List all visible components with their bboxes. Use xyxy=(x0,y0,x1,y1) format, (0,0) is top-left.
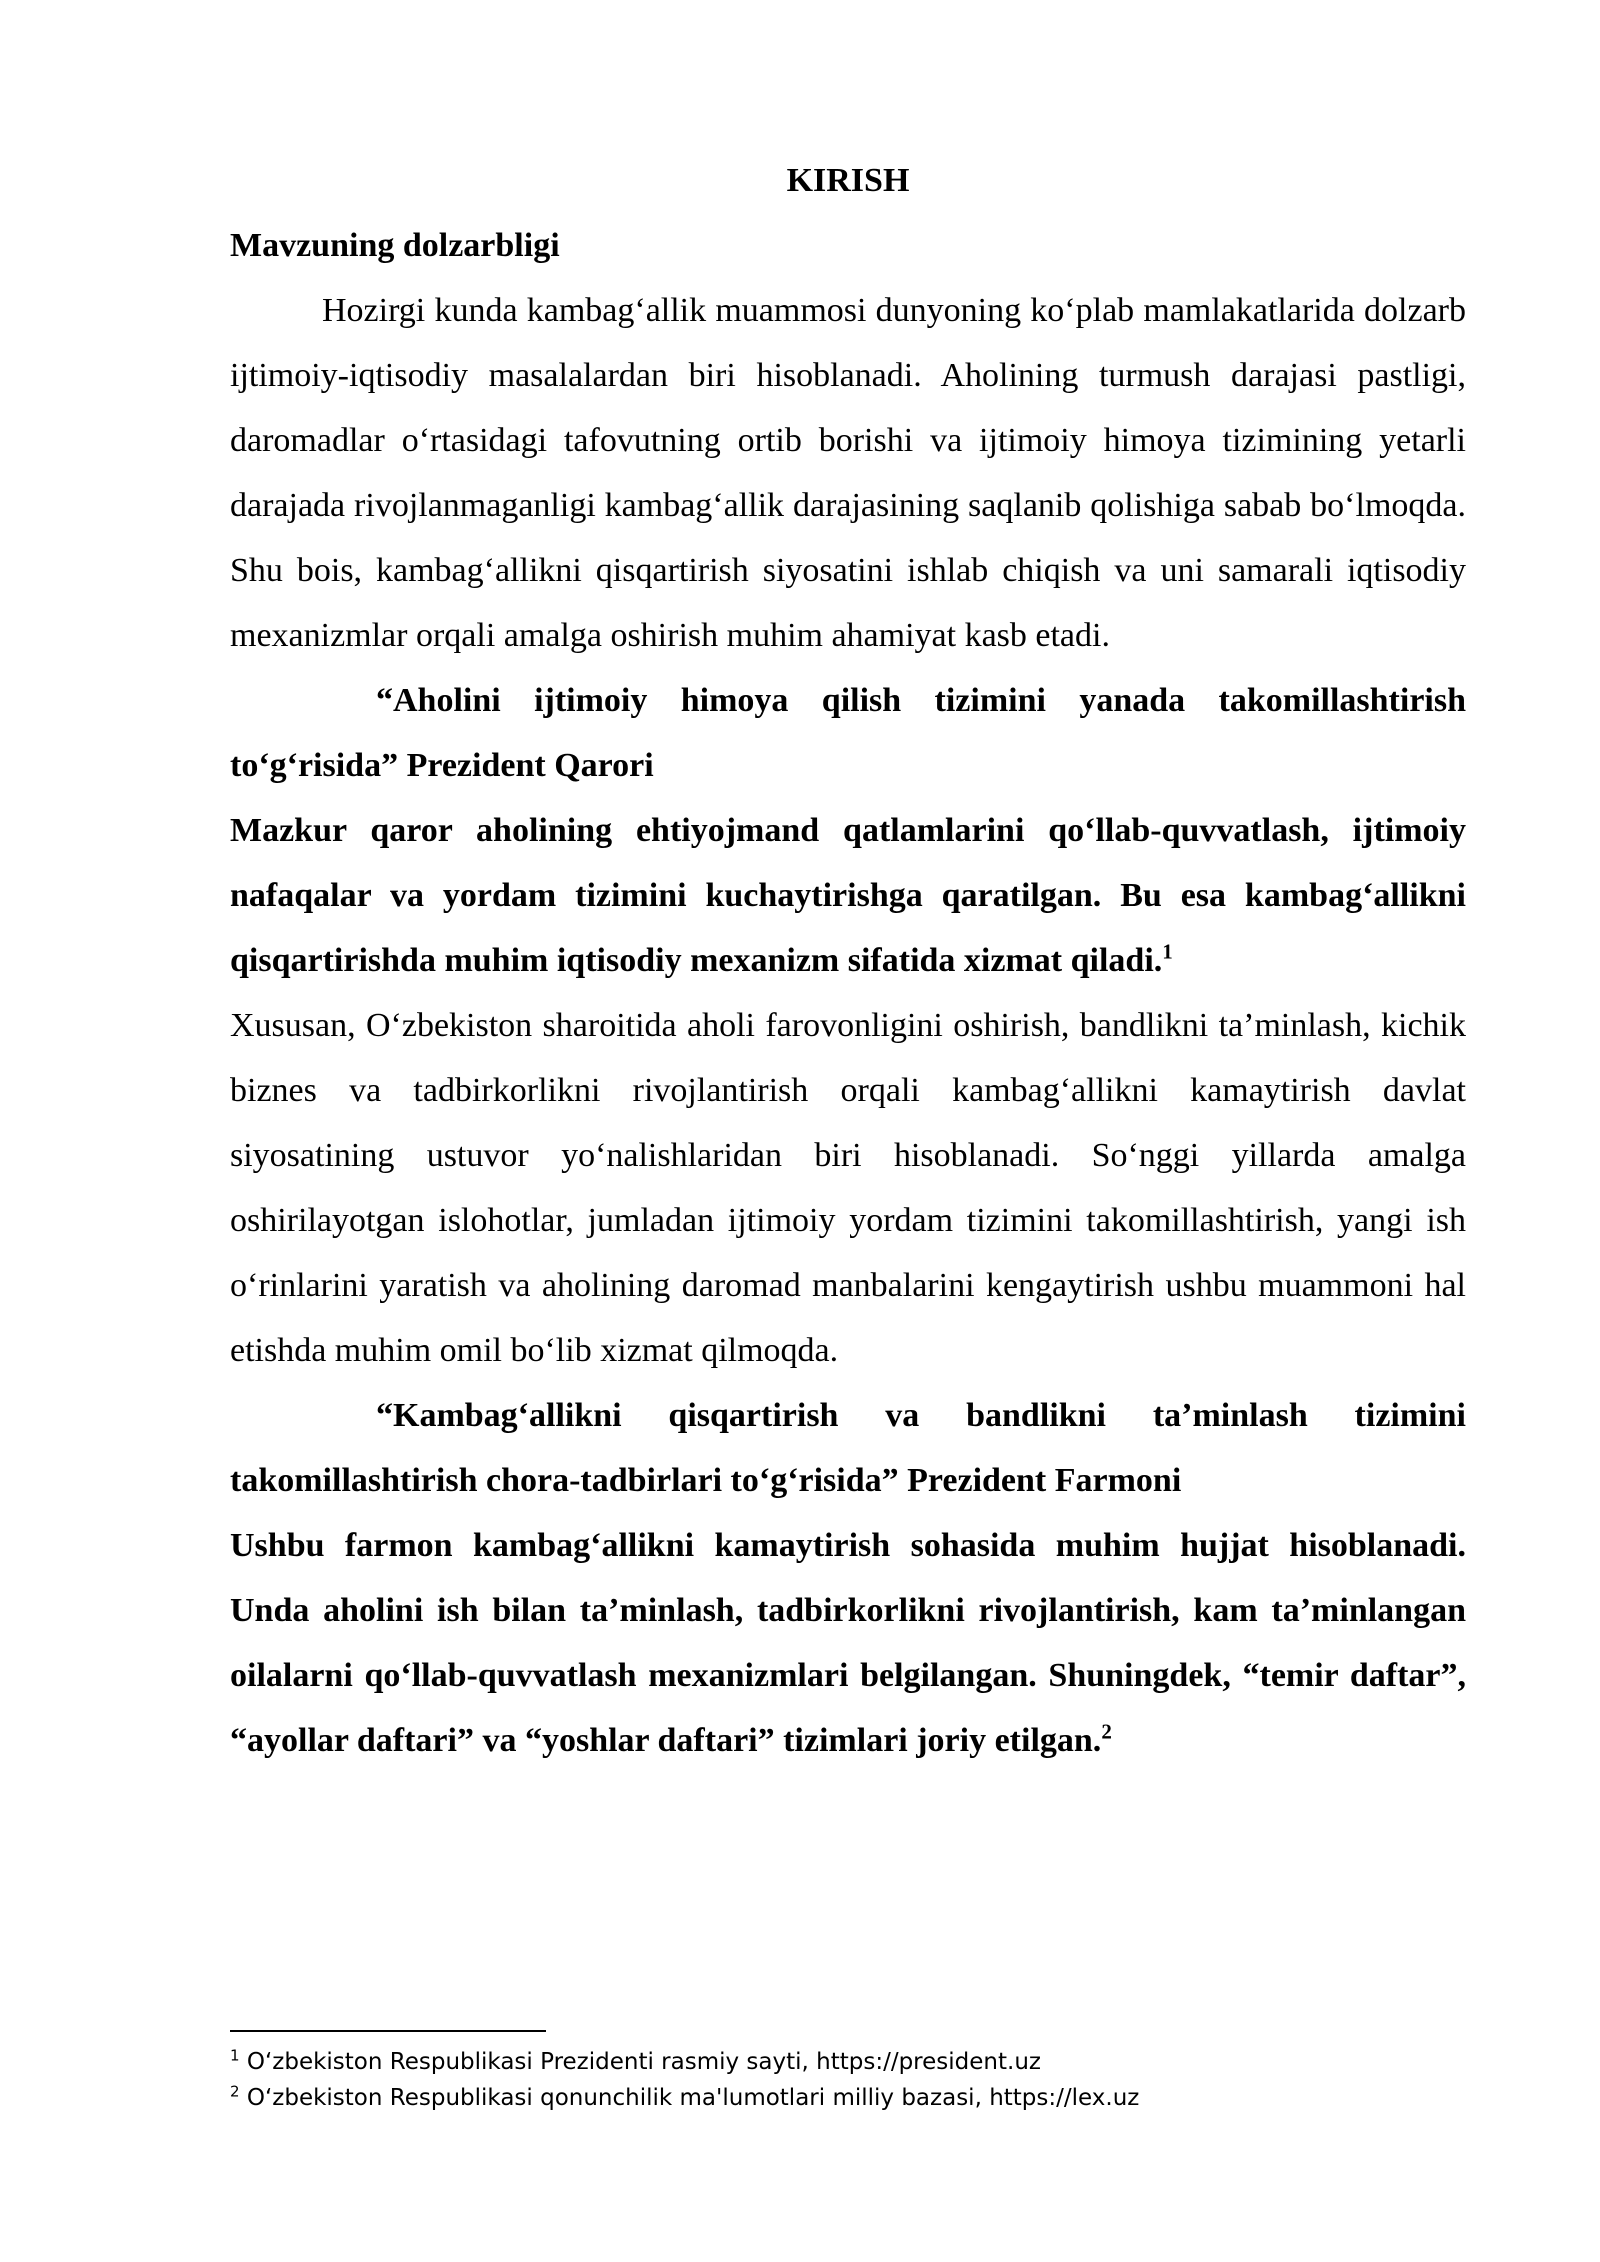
footnote-2-text: O‘zbekiston Respublikasi qonunchilik ma'lumotlari milliy bazasi, https://lex.uz xyxy=(246,2085,1140,2111)
footnote-separator xyxy=(230,2030,546,2032)
heading-edict: “Kambag‘allikni qisqartirish va bandlikni ta’minlash tizimini takomillashtirish chora-tadbirlari to‘g‘risida” Prezident Farmoni xyxy=(230,1397,1466,1499)
document-body xyxy=(230,148,1466,1773)
page-title: KIRISH xyxy=(786,162,910,199)
paragraph-edict xyxy=(230,1513,1466,1773)
heading-decree: “Aholini ijtimoiy himoya qilish tizimini yanada takomillashtirish to‘g‘risida” Prezident Qarori xyxy=(230,682,1466,784)
paragraph-edict-text: Ushbu farmon kambag‘allikni kamaytirish sohasida muhim hujjat hisoblanadi. Unda aholini ish bilan ta’minlash, tadbirkorlikni rivojlantirish, kam ta’minlangan oilalarni qo‘llab-quvvatlash mexanizmlari belgilangan. Shuningdek, “temir daftar”, “ayollar daftari” va “yoshlar daftari” tizimlari joriy etilgan. xyxy=(230,1527,1466,1759)
paragraph-decree xyxy=(230,798,1466,993)
footnote-ref-2: 2 xyxy=(1101,1719,1112,1744)
footnote-1-text: O‘zbekiston Respublikasi Prezidenti rasmiy sayti, https://president.uz xyxy=(246,2049,1041,2075)
footnotes xyxy=(230,2030,1466,2116)
footnote-ref-1: 1 xyxy=(1162,939,1173,964)
paragraph-uzbekistan: Xususan, O‘zbekiston sharoitida aholi farovonligini oshirish, bandlikni ta’minlash, kichik biznes va tadbirkorlikni rivojlantirish orqali kambag‘allikni kamaytirish davlat siyosatining ustuvor yo‘nalishlaridan biri hisoblanadi. So‘nggi yillarda amalga oshirilayotgan islohotlar, jumladan ijtimoiy yordam tizimini takomillashtirish, yangi ish o‘rinlarini yaratish va aholining daromad manbalarini kengaytirish ushbu muammoni hal etishda muhim omil bo‘lib xizmat qilmoqda. xyxy=(230,1007,1466,1369)
section-heading: Mavzuning dolzarbligi xyxy=(230,227,560,264)
footnote-2 xyxy=(230,2080,1466,2116)
footnote-1 xyxy=(230,2044,1466,2080)
paragraph-decree-text: Mazkur qaror aholining ehtiyojmand qatlamlarini qo‘llab-quvvatlash, ijtimoiy nafaqalar va yordam tizimini kuchaytirishga qaratilgan. Bu esa kambag‘allikni qisqartirishda muhim iqtisodiy mexanizm sifatida xizmat qiladi. xyxy=(230,812,1466,979)
footnote-1-mark: 1 xyxy=(230,2046,240,2065)
paragraph-intro: Hozirgi kunda kambag‘allik muammosi dunyoning ko‘plab mamlakatlarida dolzarb ijtimoiy-iqtisodiy masalalardan biri hisoblanadi. Aholining turmush darajasi pastligi, daromadlar o‘rtasidagi tafovutning ortib borishi va ijtimoiy himoya tizimining yetarli darajada rivojlanmaganligi kambag‘allik darajasining saqlanib qolishiga sabab bo‘lmoqda. Shu bois, kambag‘allikni qisqartirish siyosatini ishlab chiqish va uni samarali iqtisodiy mexanizmlar orqali amalga oshirish muhim ahamiyat kasb etadi. xyxy=(230,292,1466,654)
footnote-2-mark: 2 xyxy=(230,2082,240,2101)
